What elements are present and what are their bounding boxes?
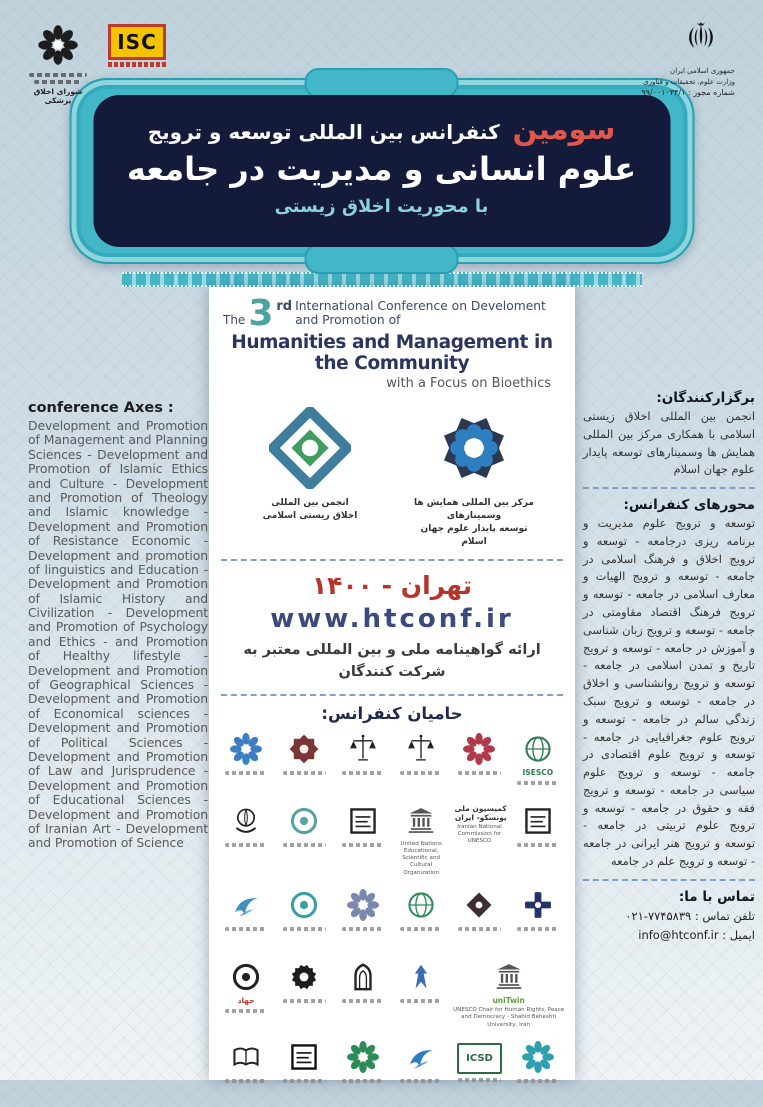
sponsor-octagon-emblem-icon xyxy=(452,887,506,949)
email-label: ایمیل : xyxy=(722,928,755,943)
website-link[interactable]: www.htconf.ir xyxy=(270,604,514,635)
sponsor-unesco-icon: United Nations Educational, Scientific and Cultural Organization xyxy=(394,803,448,877)
sponsor-starburst-icon xyxy=(277,959,331,1029)
medical-ethics-council-seal xyxy=(24,24,92,105)
title-line-3: with a Focus on Bioethics xyxy=(386,376,551,391)
conference-title-banner xyxy=(93,95,670,247)
title-the: The xyxy=(223,313,246,327)
top-left-logos xyxy=(24,24,166,105)
sponsor-beheshti-law-faculty-icon xyxy=(511,803,565,877)
banner-ordinal: سومین xyxy=(512,112,616,146)
sponsor-beheshti-university-icon xyxy=(336,803,390,877)
email-line xyxy=(583,926,755,946)
title-line-2: Humanities and Management in the Community xyxy=(231,332,553,374)
conference-center-icon xyxy=(433,407,515,489)
title-line-1: International Conference on Develoment and Promotion of xyxy=(295,299,546,327)
phone-line xyxy=(583,907,755,927)
sponsor-wave-circle-icon xyxy=(219,887,273,949)
dotted-divider xyxy=(583,879,755,881)
iran-emblem-icon xyxy=(681,16,721,62)
sponsor-isesco-icon: ISESCO xyxy=(511,731,565,793)
isc-subtitle-line xyxy=(108,62,166,67)
seal-calligraphy-line xyxy=(34,80,82,84)
license-number: شماره مجوز : ۹۹/۰۰۱۰۳۴/۱ xyxy=(641,88,735,97)
sponsor-flower-book-icon xyxy=(219,1039,273,1101)
phone-number: ۰۲۱-۷۷۴۵۸۳۹ xyxy=(625,908,692,923)
conference-center-logo xyxy=(409,407,539,549)
axes-title-fa: محورهای کنفرانس: xyxy=(623,497,755,514)
title-ordinal: rd xyxy=(276,299,293,314)
ornament-border-strip xyxy=(122,272,642,287)
sponsor-medical-ethics-center-icon xyxy=(277,803,331,877)
title-number: 3 xyxy=(248,293,274,335)
sponsor-star-emblem-icon xyxy=(277,731,331,793)
main-card xyxy=(209,287,575,1080)
banner-subtitle: با محوریت اخلاق زیستی xyxy=(274,196,489,217)
email-address[interactable]: info@htconf.ir xyxy=(638,928,719,943)
authority-line-1: جمهوری اسلامی ایران xyxy=(670,67,735,75)
sponsor-sustainable-dev-icon xyxy=(394,1039,448,1101)
sponsor-square-emblem-icon xyxy=(277,1039,331,1101)
sponsor-unesco-iran-commission: کمیسیون ملی یونسکو- ایران Iranian National Commission for UNESCO xyxy=(454,803,507,845)
axes-body-en: Development and Promotion of Management and Planning Sciences - Development and Promotion of Islamic Ethics and Culture - Development and Promotion of Theology and Islamic knowledge - Development and Promotion of Resistance Economic - Development and promotion of linguistics and Education - Development and Promotion of Islamic History and Civilization - Development and Promotion of Psychology and Ethics - and Promotion of Healthy lifestyle - Development and Promotion of Geographical Sciences - Development and Promotion of Economical sciences - Development and Promotion of Political Sciences - Development and Promotion of Law and Jurisprudence - Development and Promotion of Educational Sciences - Development and Promotion of Iranian Art - Development and Promotion of Science xyxy=(28,418,208,851)
persian-info-column xyxy=(583,390,755,946)
sponsor-compass-circle-icon xyxy=(277,887,331,949)
seal-calligraphy-line xyxy=(29,73,87,77)
authority-line-2: وزارت علوم، تحقیقات و فناوری xyxy=(643,77,735,86)
conference-axes-column xyxy=(28,400,208,851)
sponsor-unesco-chair-icon: uniTwin UNESCO Chair for Human Rights, Peace and Democracy - Shahid Beheshti University, Iran xyxy=(452,959,565,1029)
dotted-divider xyxy=(221,559,563,561)
sponsor-calligraphy-circle-icon xyxy=(336,887,390,949)
banner-line-1-text: کنفرانس بین المللی توسعه و ترویج xyxy=(147,120,500,144)
bioethics-association-icon xyxy=(269,407,351,489)
sponsor-islamic-human-rights-icon xyxy=(219,803,273,877)
contact-title: تماس با ما: xyxy=(678,888,755,905)
sponsor-justice-ministry-icon xyxy=(336,731,390,793)
phone-label: تلفن تماس : xyxy=(694,908,755,923)
sponsors-grid xyxy=(209,723,575,1107)
isc-logo-box xyxy=(108,24,166,60)
sponsor-green-globe-icon xyxy=(394,887,448,949)
organizers-body: انجمن بین المللی اخلاق زیستی اسلامی با همکاری مرکز بین المللی همایش ها وسمینارهای توسعه پایدار علوم جهان اسلام xyxy=(583,409,755,477)
sponsor-justice-scales-icon xyxy=(394,731,448,793)
isc-label: ISC xyxy=(117,30,157,54)
sponsor-quran-university-icon xyxy=(336,959,390,1029)
venue-year: تهران - ۱۴۰۰ xyxy=(311,571,473,601)
ornamental-frame xyxy=(69,78,694,264)
organizer-logos xyxy=(209,407,575,549)
sponsor-legal-society-icon xyxy=(452,731,506,793)
sponsor-qom-university-icon xyxy=(511,887,565,949)
sponsor-azad-university-icon xyxy=(394,959,448,1029)
sponsor-bar-association-icon xyxy=(219,731,273,793)
axes-body-fa: توسعه و ترویج علوم مدیریت و برنامه ریزی درجامعه - توسعه و ترویج اخلاق و فرهنگ اسلامی در جامعه - توسعه و ترویج الهیات و معارف اسلامی در جامعه - توسعه و ترویج فرهنگ اقتصاد مقاومتی در جامعه - توسعه و ترویج زبان شناسی و آموزش در جامعه - توسعه و ترویج تاریخ و تمدن اسلامی در جامعه - توسعه و ترویج روانشناسی و اخلاق در جامعه - توسعه و ترویج سبک زندگی سالم در جامعه - توسعه و ترویج علوم جغرافیایی در جامعه - توسعه و ترویج علوم اقتصادی در جامعه - توسعه و ترویج علوم سیاسی در جامعه - توسعه و ترویج فقه و حقوق در جامعه - توسعه و ترویج علوم تربیتی در جامعه - توسعه و ترویج هنر ایرانی در جامعه - توسعه و ترویج علم در جامعه xyxy=(583,516,755,868)
bioethics-association-logo xyxy=(245,407,375,549)
banner-line-1 xyxy=(93,112,670,146)
organizer-caption: مرکز بین المللی همایش ها وسمینارهای توسعه پایدار علوم جهان اسلام xyxy=(413,498,534,548)
sponsors-title: حامیان کنفرانس: xyxy=(321,703,463,723)
organizers-title: برگزارکنندگان: xyxy=(656,390,755,406)
dotted-divider xyxy=(583,487,755,489)
banner-line-2: علوم انسانی و مدیریت در جامعه xyxy=(126,150,637,188)
isc-logo xyxy=(108,24,166,67)
seal-rosette-icon xyxy=(37,24,79,66)
seal-caption: شورای اخلاق پزشکی xyxy=(33,87,83,105)
certificate-note: ارائه گواهینامه ملی و بین المللی معتبر به شرکت کنندگان xyxy=(243,642,541,680)
sponsor-culture-house-icon xyxy=(336,1039,390,1101)
authority-block xyxy=(605,16,735,99)
axes-title-en: conference Axes : xyxy=(28,400,174,416)
english-title-block xyxy=(209,287,575,393)
sponsor-icsd-icon: ICSD xyxy=(452,1039,506,1101)
dotted-divider xyxy=(221,694,563,696)
organizer-caption: انجمن بین المللی اخلاق زیستی اسلامی xyxy=(262,498,358,522)
sponsor-jahad-daneshgahi-icon: جهاد xyxy=(219,959,273,1029)
sponsor-elite-association-icon xyxy=(511,1039,565,1101)
